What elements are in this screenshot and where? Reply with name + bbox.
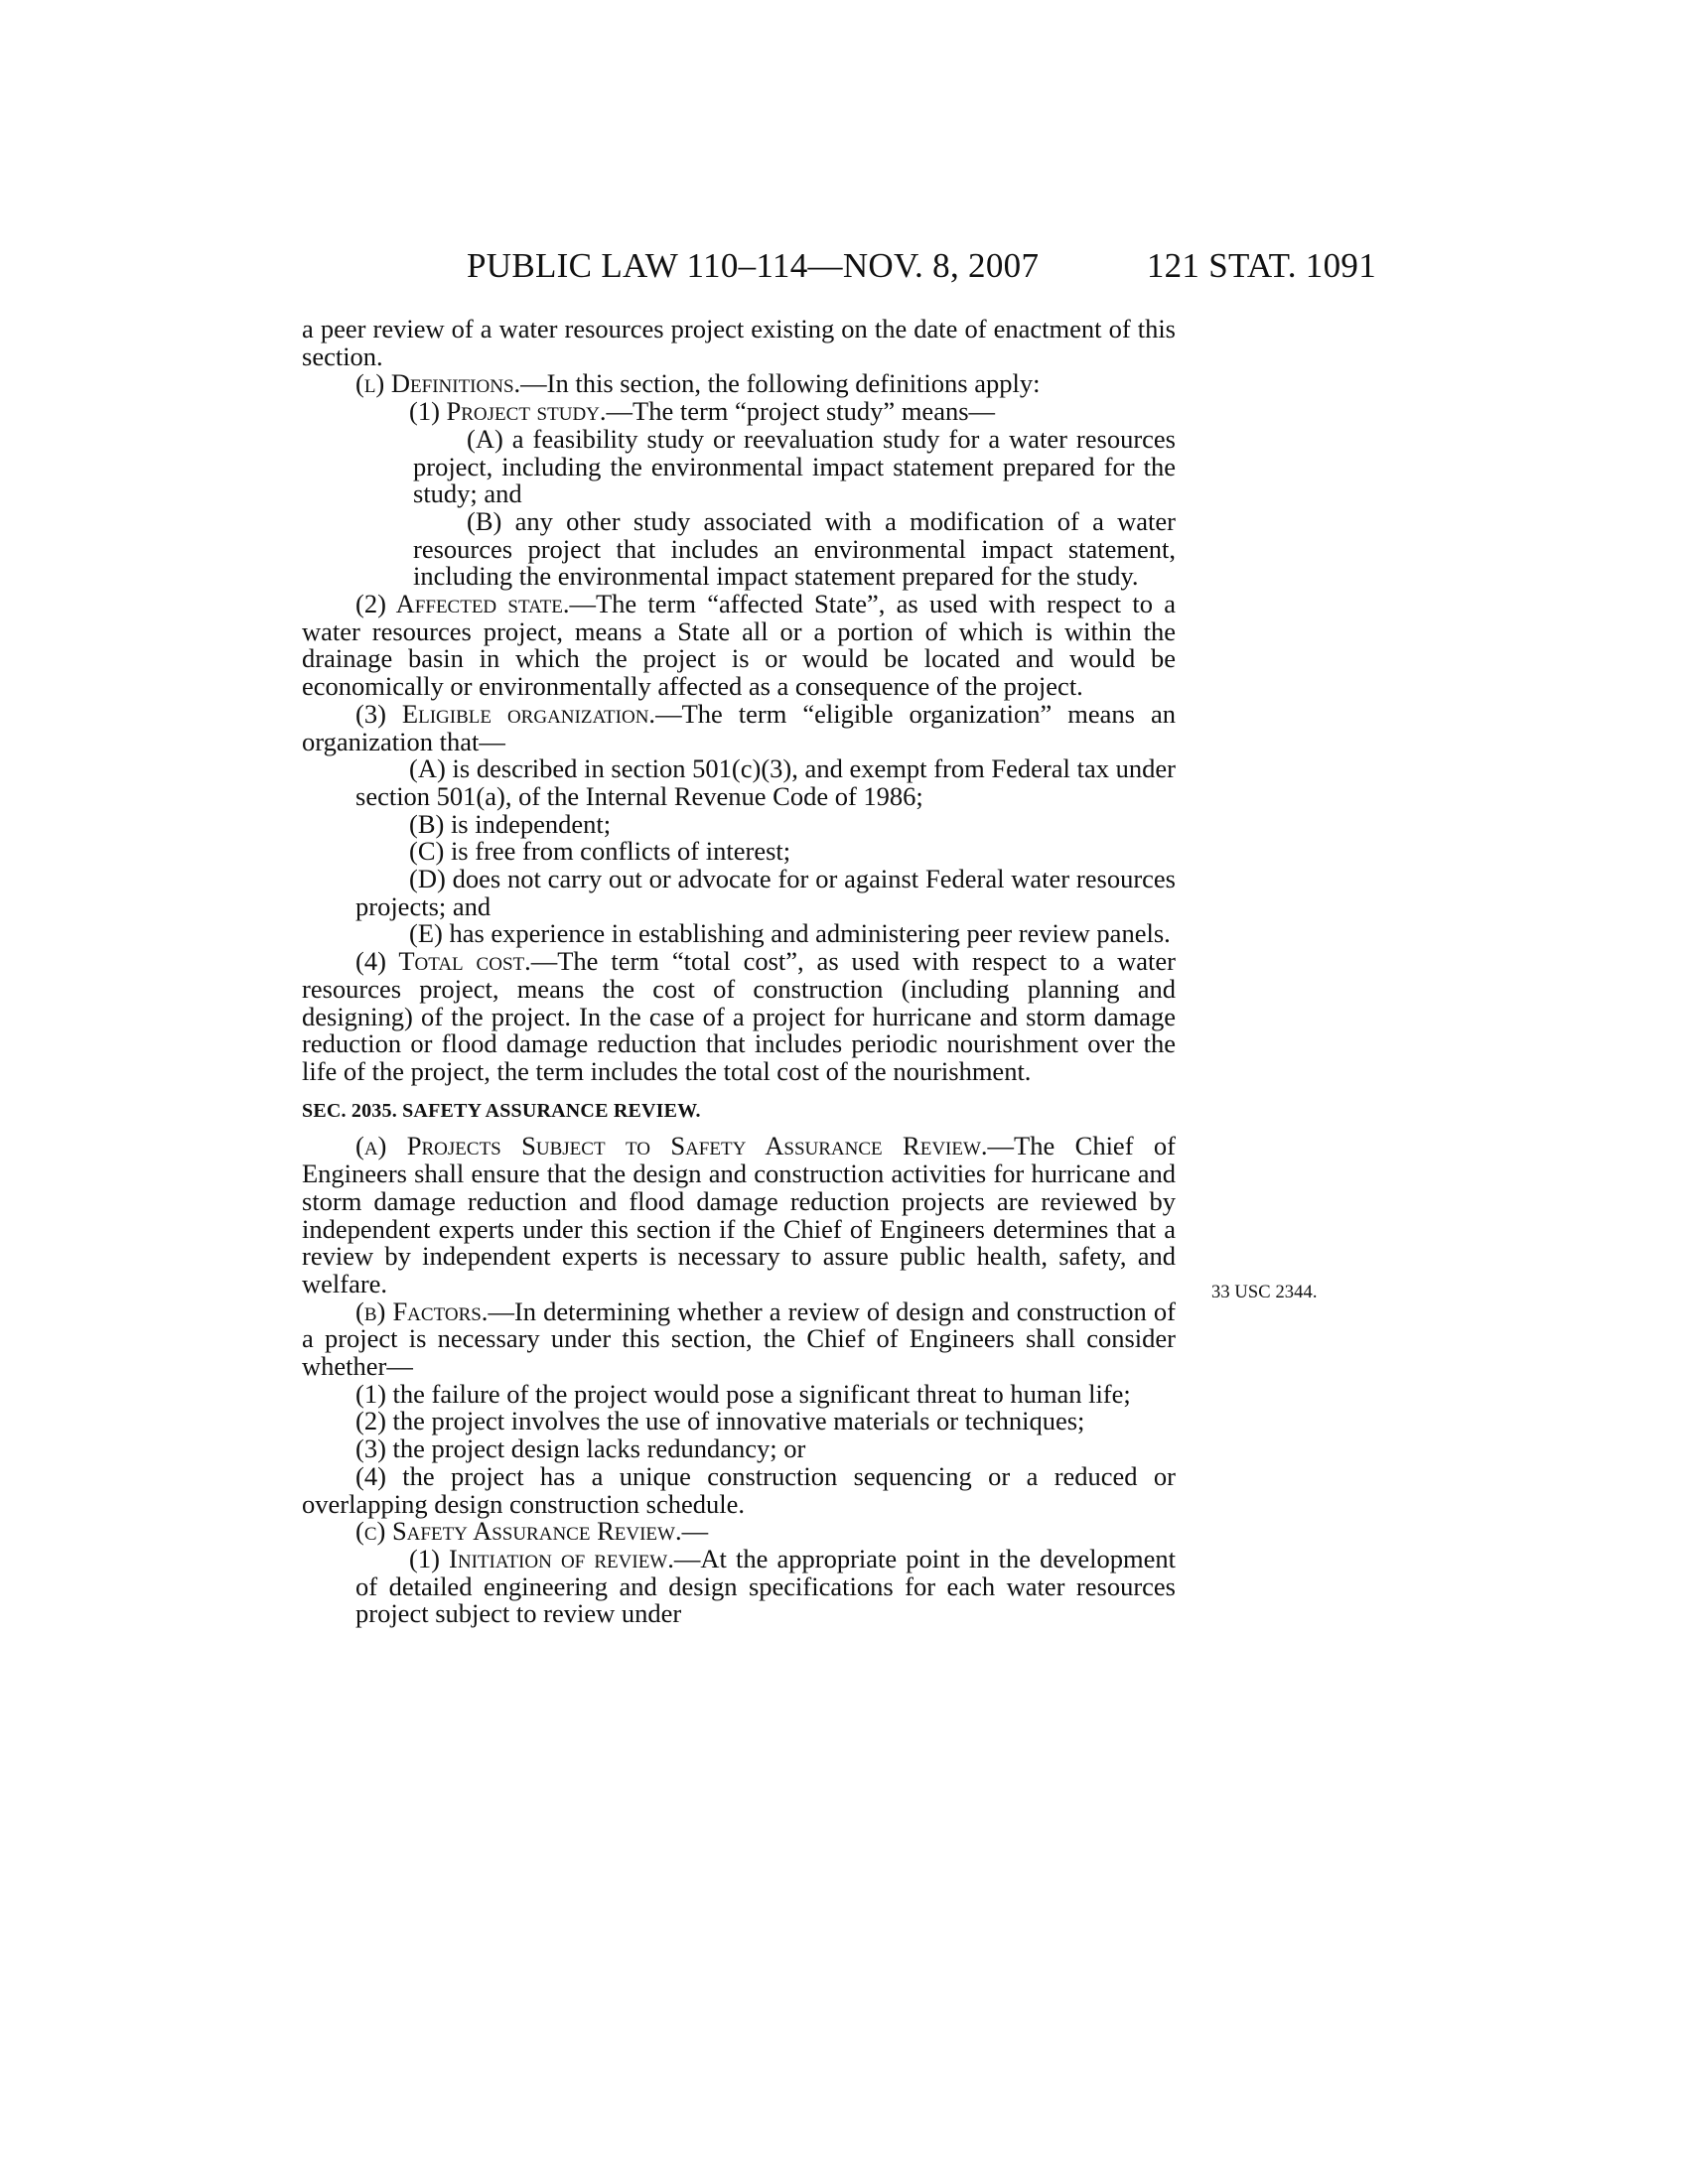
clause: (1) the failure of the project would pose a significant threat to human life; <box>355 1378 1131 1409</box>
clause: (A) a feasibility study or reevaluation study for a water resources project, including the environmental impact statement prepared for the study; and <box>413 423 1176 509</box>
clause: (4) the project has a unique construction sequencing or a reduced or overlapping design construction schedule. <box>302 1460 1176 1519</box>
section-heading: SEC. 2035. SAFETY ASSURANCE REVIEW. <box>302 1099 701 1122</box>
running-head: PUBLIC LAW 110–114—NOV. 8, 2007 <box>467 246 1040 285</box>
definitions-subsection: (l) Definitions.—In this section, the following definitions apply: <box>355 368 1041 399</box>
page-header <box>300 246 1376 292</box>
clause: (D) does not carry out or advocate for or against Federal water resources projects; and <box>355 864 1176 921</box>
paragraph: a peer review of a water resources project existing on the date of enactment of this section. <box>302 314 1176 371</box>
clause: (2) the project involves the use of innovative materials or techniques; <box>355 1406 1085 1436</box>
subsection-projects-subject: (a) Projects Subject to Safety Assurance Review.—The Chief of Engineers shall ensure that the design and construction activities for hurricane and storm damage reduction and flood damage reduction projects are reviewed by independent experts under this section if the Chief of Engineers determines that a review by independent experts is necessary to assure public health, safety, and welfare. <box>302 1131 1176 1298</box>
clause: (A) is described in section 501(c)(3), and exempt from Federal tax under section 501(a), of the Internal Revenue Code of 1986; <box>355 753 1176 811</box>
subsection-factors: (b) Factors.—In determining whether a review of design and construction of a project is necessary under this section, the Chief of Engineers shall consider whether— <box>302 1296 1176 1382</box>
subsection-safety-assurance-review: (c) Safety Assurance Review.— <box>355 1516 709 1547</box>
usc-margin-note: 33 USC 2344. <box>1211 1283 1318 1302</box>
stat-reference: 121 STAT. 1091 <box>1146 246 1376 285</box>
clause: (C) is free from conflicts of interest; <box>409 836 791 867</box>
definition-affected-state: (2) Affected state.—The term “affected State”, as used with respect to a water resources project, means a State all or a portion of which is within the drainage basin in which the project is or would be located and would be economically or environmentally affected as a consequence of the project. <box>302 589 1176 702</box>
document-body <box>302 316 1176 1628</box>
clause: (3) the project design lacks redundancy; or <box>355 1433 806 1464</box>
clause: (B) any other study associated with a modification of a water resources project that includes an environmental impact statement, including the environmental impact statement prepared for the study. <box>413 505 1176 592</box>
clause: (B) is independent; <box>409 808 612 839</box>
definition-eligible-organization: (3) Eligible organization.—The term “eligible organization” means an organization that— <box>302 698 1176 756</box>
paragraph-initiation-of-review: (1) Initiation of review.—At the appropriate point in the development of detailed engineering and design specifications for each water resources project subject to review under <box>355 1543 1176 1629</box>
definition-project-study: (1) Project study.—The term “project study” means— <box>409 396 996 427</box>
definition-total-cost: (4) Total cost.—The term “total cost”, as used with respect to a water resources project, means the cost of construction (including planning and designing) of the project. In the case of a project for hurricane and storm damage reduction or flood damage reduction that includes periodic nourishment over the life of the project, the term includes the total cost of the nourishment. <box>302 946 1177 1086</box>
clause: (E) has experience in establishing and administering peer review panels. <box>409 918 1171 949</box>
